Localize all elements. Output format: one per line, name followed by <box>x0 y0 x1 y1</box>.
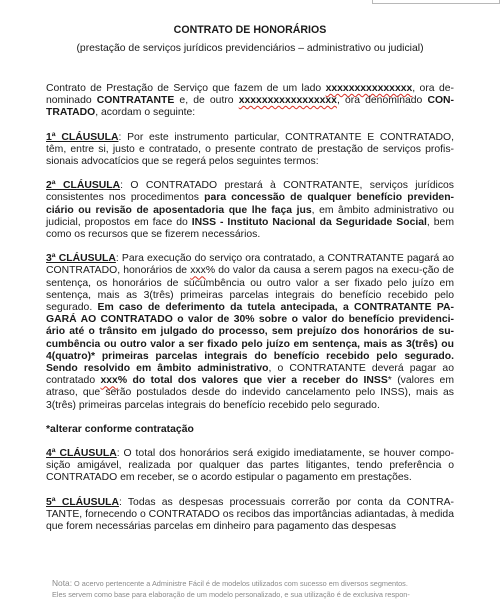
placeholder-percentage-1[interactable]: xxx <box>190 265 206 277</box>
placeholder-percentage-2[interactable]: xxx <box>100 375 118 387</box>
alter-note: *alterar conforme contratação <box>46 423 194 435</box>
clause-3 <box>46 253 454 412</box>
clause-3-text-3: , o CONTRATANTE deverá pagar ao contratado <box>46 363 454 387</box>
document-title: CONTRATO DE HONORÁRIOS <box>173 24 327 36</box>
intro-paragraph <box>46 83 454 120</box>
intro-text-1: Contrato de Prestação de Serviço que fazem de um lado <box>46 83 326 94</box>
footer-note-label: Nota: <box>52 578 73 588</box>
clause-1-text: : Por este instrumento particular, CONTRATANTE E CONTRATADO, têm, entre si, justo e contratado, o presente contrato de prestação de serviços profis-sionais advocatícios que se regerá pelos seguintes termos: <box>46 131 454 168</box>
clause-1-label: 1ª CLÁUSULA <box>46 131 119 143</box>
clause-1 <box>46 132 454 169</box>
clause-4 <box>46 448 454 485</box>
placeholder-contratado-name[interactable]: xxxxxxxxxxxxxxxxx <box>238 95 337 107</box>
clause-3-text-2: % do valor da causa a serem pagos na execu-ção de sentença, os honorários de sucumbência ou outro valor a ser fixado pelo juízo em sentença, mais as 3(três) primeiras parcelas integrais do benefício recebido pelo segurado. <box>46 265 455 314</box>
footer-note <box>52 578 456 600</box>
top-right-frame <box>372 0 500 4</box>
clause-5 <box>46 497 454 534</box>
clause-2-text-2: , em âmbito administrativo ou judicial, propostos em face do <box>46 204 454 228</box>
contract-document <box>46 24 454 545</box>
clause-2-text-3: , bem como os recursos que se fizerem necessários. <box>46 216 454 241</box>
footer-note-line-1 <box>52 578 456 589</box>
clause-3-bold-2: % do total dos valores que vier a receber do INSS <box>117 375 388 387</box>
contratante-term: CONTRATANTE <box>96 95 175 107</box>
clause-2-label: 2ª CLÁUSULA <box>46 180 121 192</box>
clause-2-text-1: : O CONTRATADO prestará à CONTRATANTE, serviços jurídicos consistentes nos procedimentos <box>46 180 454 204</box>
clause-2 <box>46 180 454 241</box>
footer-note-text-1: O acervo pertencente a Administre Fácil é de modelos utilizados com sucesso em diversos segmentos. <box>72 579 408 588</box>
contratado-term: CON-TRATADO <box>46 95 454 119</box>
clause-3-text-4: * (valores em atraso, que serão postulados desde do indevido cancelamento pelo INSS), mais as 3(três) primeiras parcelas integrais do benefício recebido pelo segurado. <box>46 375 454 411</box>
clause-3-label: 3ª CLÁUSULA <box>46 253 116 265</box>
clause-2-bold-1: para concessão de qualquer benefício previden-ciário ou revisão de aposentadoria que lhe faça jus <box>46 192 455 216</box>
intro-text-3: e, de outro <box>174 95 239 107</box>
clause-4-text: : O total dos honorários será exigido imediatamente, se houver compo-sição amigável, realizada por qualquer das partes litigantes, tendo preferência o CONTRATADO em receber, se o acordo estipular o pagamento em prestações. <box>46 448 455 484</box>
intro-text-5: , acordam o seguinte: <box>95 107 196 119</box>
clause-2-bold-2: INSS - Instituto Nacional da Seguridade Social <box>191 216 427 228</box>
intro-text-2: , ora de-nominado <box>46 83 454 107</box>
intro-text-4: , ora denominado <box>336 95 428 107</box>
placeholder-contratante-name[interactable]: xxxxxxxxxxxxxxx <box>325 83 413 94</box>
clause-5-text: : Todas as despesas processuais correrão por conta da CONTRA-TANTE, fornecendo o CONTRATADO os recibos das importâncias adiantadas, à medida que forem necessárias parcelas em dinheiro para pagamento das despesas <box>46 496 455 533</box>
clause-3-text-1: : Para execução do serviço ora contratado, a CONTRATANTE pagará ao CONTRATADO, honorários de <box>46 253 454 277</box>
clause-5-label: 5ª CLÁUSULA <box>46 496 119 508</box>
footer-note-line-2: Eles servem como base para elaboração de um modelo personalizado, e sua utilização é de exclusiva respon- <box>52 590 410 600</box>
clause-3-bold-1: Em caso de deferimento da tutela antecipada, a CONTRATANTE PA-GARÁ AO CONTRATADO o valor de 30% sobre o valor do benefício previdenci-ário até o trânsito em julgado do processo, sem prejuízo dos honorários de su-cumbência ou outro valor a ser fixado pelo juízo em sentença, mais as 3(três) ou 4(quatro)* primeiras parcelas integrais do benefício recebido pelo segurado. Sendo resolvido em âmbito administrativo <box>46 302 454 375</box>
clause-4-label: 4ª CLÁUSULA <box>46 448 117 460</box>
document-subtitle: (prestação de serviços jurídicos previdenciários – administrativo ou judicial) <box>76 43 424 54</box>
